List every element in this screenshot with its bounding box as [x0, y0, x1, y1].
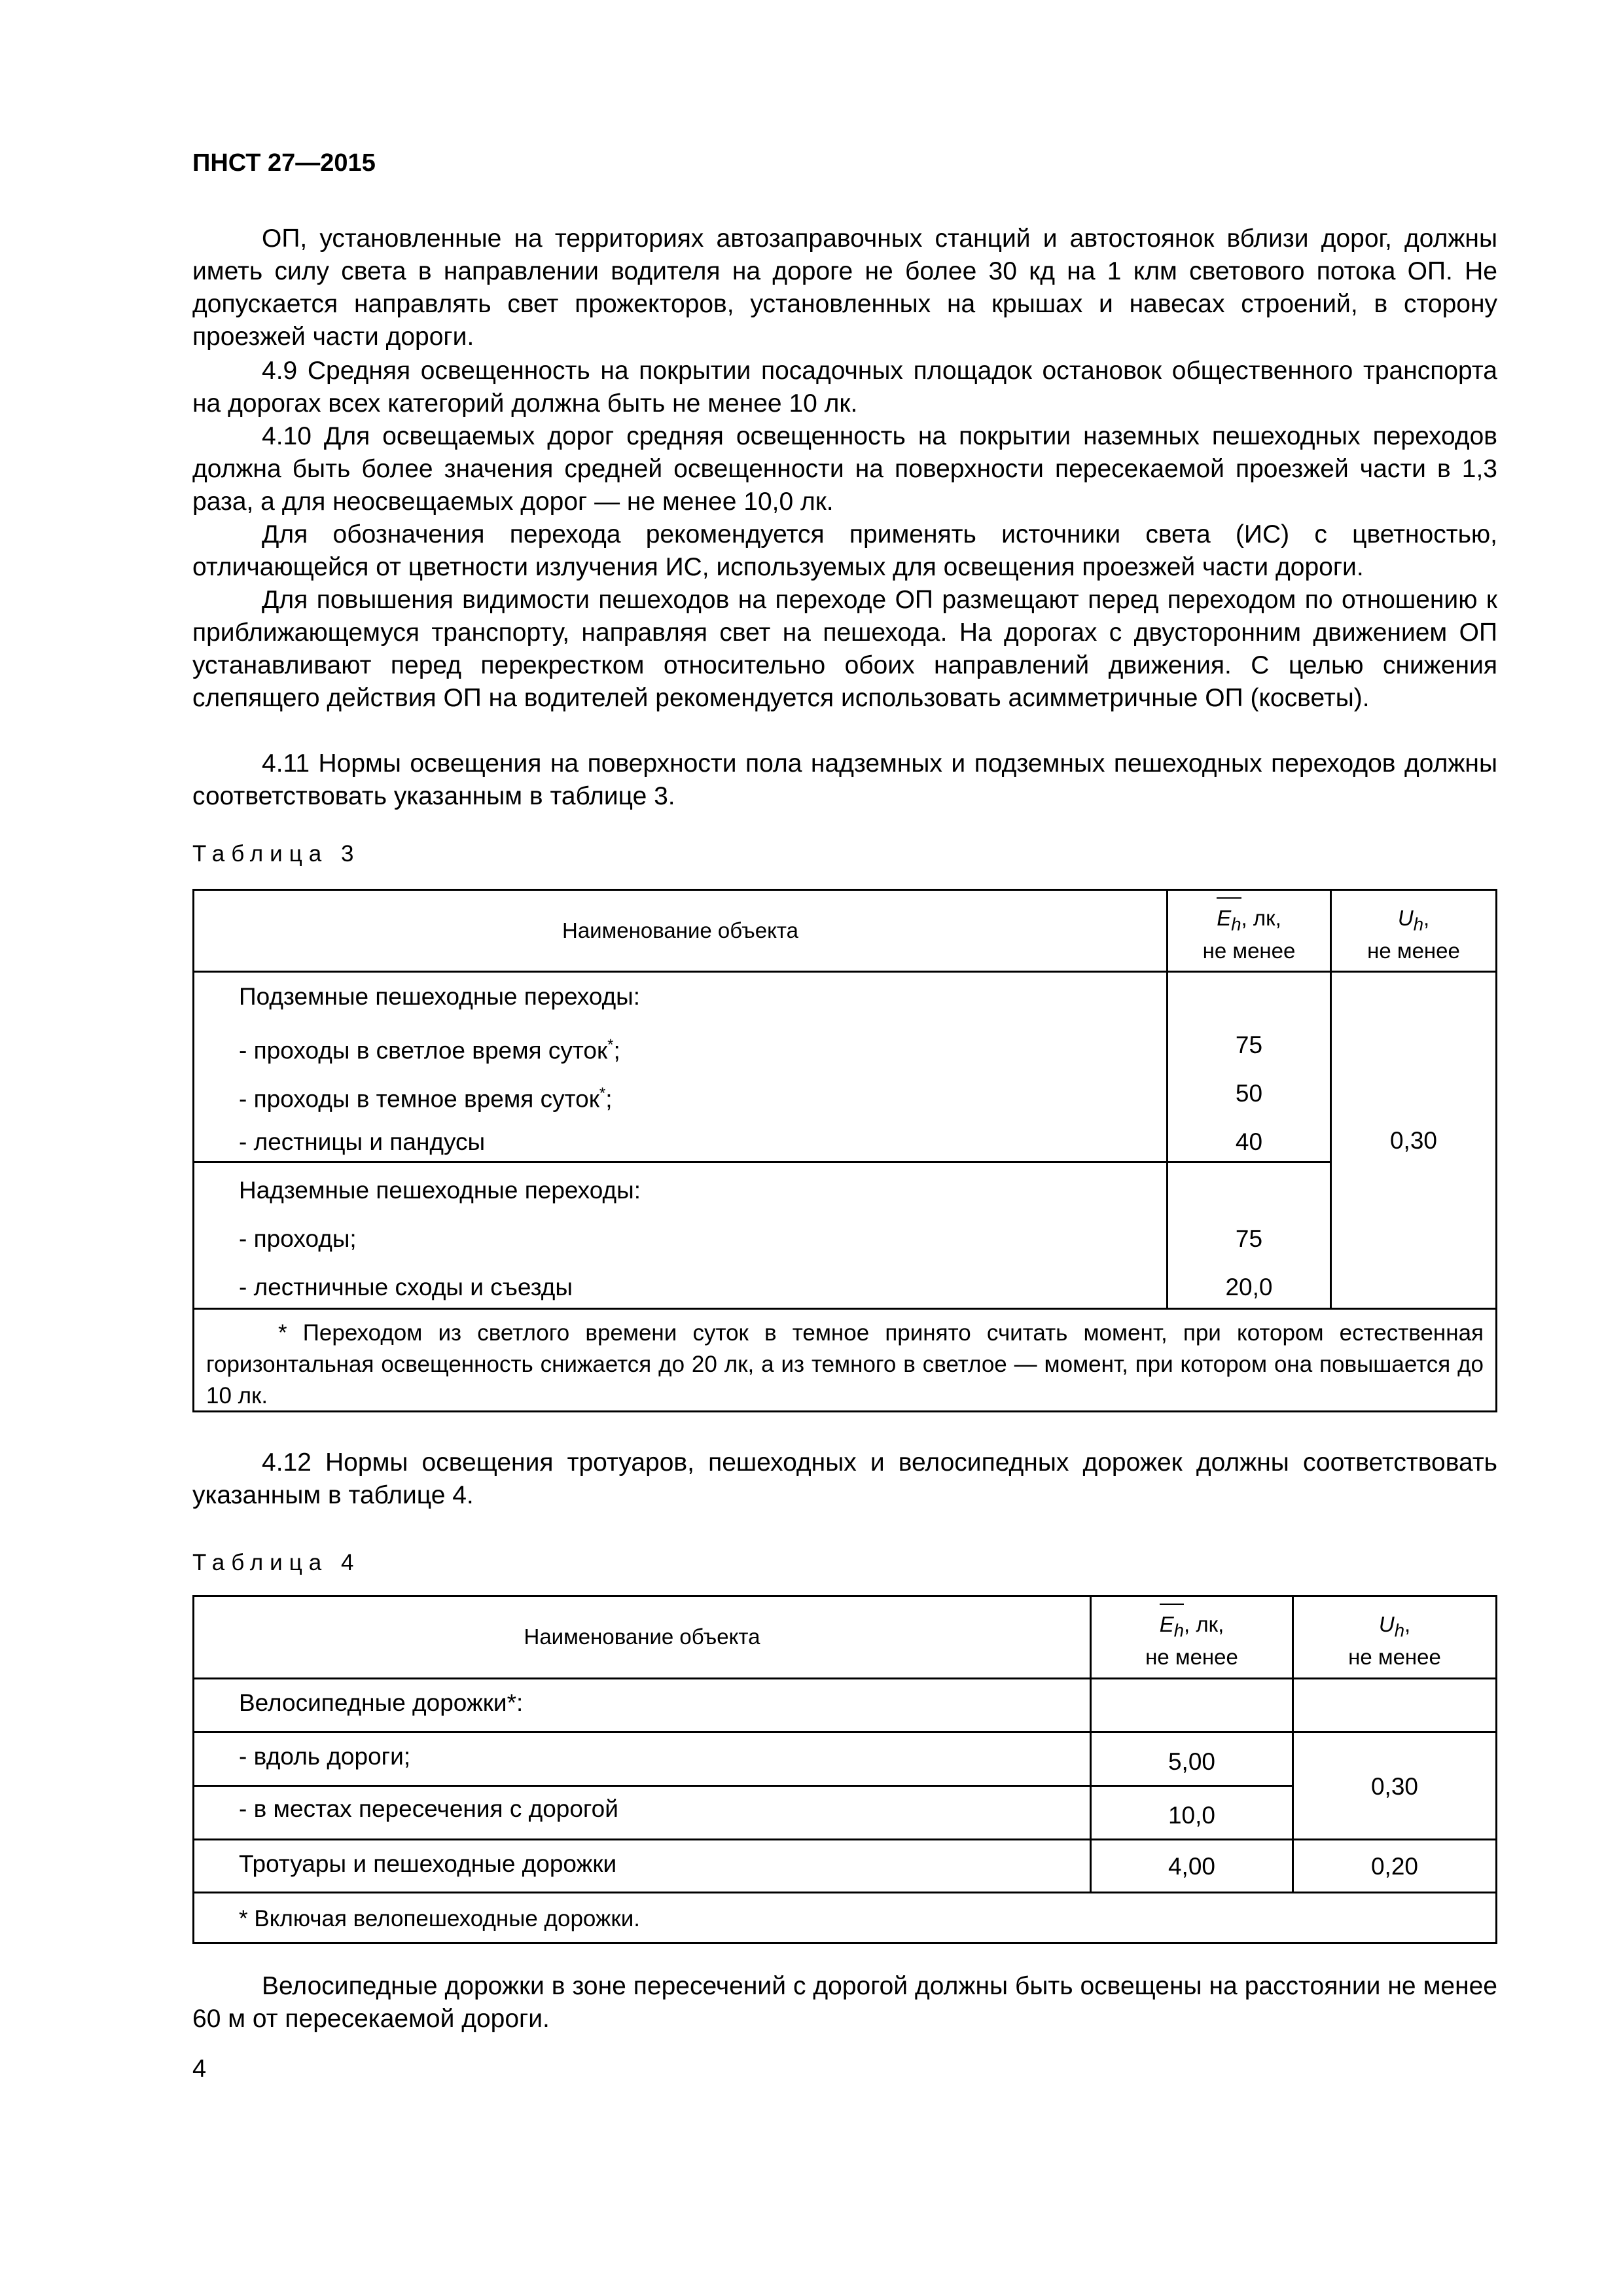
column-header-eh: $E_h$, лк, не менее: [1168, 905, 1330, 964]
table-3: [192, 889, 1497, 1412]
header-divider: [194, 1677, 1495, 1679]
table-row-label: - проходы в светлое время суток*;: [239, 1036, 620, 1064]
paragraph: Велосипедные дорожки в зоне пересечений с дорогой должны быть освещены на расстоянии не менее 60 м от пересекаемой дороги.: [192, 1972, 1497, 2033]
table-cell-value: 4,00: [1168, 1853, 1215, 1880]
table-row-label: - лестничные сходы и съезды: [239, 1274, 573, 1300]
table-row-label: - проходы в темное время суток*;: [239, 1085, 613, 1113]
row-divider: [194, 1839, 1495, 1840]
table-row-label: Тротуары и пешеходные дорожки: [239, 1850, 617, 1877]
table-cell-value: 75: [1235, 1225, 1263, 1252]
row-divider: [194, 1731, 1495, 1733]
paragraph-4-12: 4.12 Нормы освещения тротуаров, пешеходных и велосипедных дорожек должны соответствовать указанным в таблице 4.: [192, 1448, 1497, 1509]
column-header-eh: $E_h$, лк, не менее: [1092, 1611, 1292, 1670]
table-row-label: Велосипедные дорожки*:: [239, 1689, 524, 1716]
uh-symbol: $U_h$: [1397, 906, 1423, 935]
group-divider: [194, 1161, 1332, 1163]
paragraph-4-9: 4.9 Средняя освещенность на покрытии посадочных площадок остановок общественного транспорта на дорогах всех категорий должна быть не менее 10 лк.: [192, 357, 1497, 418]
eh-symbol: $E_h$: [1217, 905, 1241, 938]
column-header-uh: $U_h$, не менее: [1367, 906, 1460, 963]
paragraph: Для повышения видимости пешеходов на переходе ОП размещают перед переходом по отношению к приближающемуся транспорту, направляя свет на пешехода. На дорогах с двусторонним движением ОП устанавливают перед перекрестком относительно обоих направлений движения. С целью снижения слепящего действия ОП на водителей рекомендуется использовать асимметричные ОП (косветы).: [192, 586, 1497, 712]
paragraph-4-11: 4.11 Нормы освещения на поверхности пола надземных и подземных пешеходных переходов должны соответствовать указанным в таблице 3.: [192, 749, 1497, 810]
table-cell-uh: 0,30: [1370, 1773, 1418, 1800]
table-cell-value: 20,0: [1225, 1274, 1273, 1300]
table-cell-uh: 0,30: [1389, 1127, 1437, 1154]
document-header: ПНСТ 27—2015: [192, 149, 376, 177]
footnote-divider: [194, 1892, 1495, 1893]
table-row-label: - в местах пересечения с дорогой: [239, 1795, 618, 1822]
eh-symbol: $E_h$: [1160, 1611, 1184, 1644]
column-header-name: Наименование объекта: [524, 1624, 760, 1649]
table-cell-value: 5,00: [1168, 1748, 1215, 1775]
table-cell-value: 10,0: [1168, 1802, 1215, 1829]
table-cell-value: 75: [1235, 1031, 1263, 1058]
table-3-footnote: * Переходом из светлого времени суток в темное принято считать момент, при котором естественная горизонтальная освещенность снижается до 20 лк, а из темного в светлое — момент, при котором она повышается до 10 лк.: [206, 1320, 1484, 1408]
table-3-caption: Таблица 3: [192, 841, 361, 867]
paragraph: ОП, установленные на территориях автозаправочных станций и автостоянок вблизи дорог, должны иметь силу света в направлении водителя на дороге не более 30 кд на 1 клм светового потока ОП. Не допускается направлять свет прожекторов, установленных на крышах и навесах строений, в сторону проезжей части дороги.: [192, 224, 1497, 351]
footnote-divider: [194, 1308, 1495, 1310]
table-4: [192, 1595, 1497, 1944]
table-4-footnote: * Включая велопешеходные дорожки.: [239, 1906, 640, 1931]
uh-symbol: $U_h$: [1378, 1612, 1404, 1641]
table-row-label: - вдоль дороги;: [239, 1743, 411, 1770]
paragraph: Для обозначения перехода рекомендуется применять источники света (ИС) с цветностью, отличающейся от цветности излучения ИС, используемых для освещения проезжей части дороги.: [192, 520, 1497, 581]
table-row-label: - проходы;: [239, 1225, 357, 1252]
table-cell-value: 40: [1235, 1128, 1263, 1155]
table-row-label: Надземные пешеходные переходы:: [239, 1177, 641, 1204]
table-cell-uh: 0,20: [1370, 1853, 1418, 1880]
paragraph-4-10: 4.10 Для освещаемых дорог средняя освещенность на покрытии наземных пешеходных переходов должна быть более значения средней освещенности на поверхности пересекаемой проезжей части в 1,3 раза, а для неосвещаемых дорог — не менее 10,0 лк.: [192, 422, 1497, 516]
column-header-name: Наименование объекта: [562, 918, 798, 942]
table-cell-value: 50: [1235, 1080, 1263, 1107]
row-divider: [194, 1785, 1294, 1787]
header-divider: [194, 971, 1495, 973]
table-row-label: Подземные пешеходные переходы:: [239, 983, 641, 1010]
column-header-uh: $U_h$, не менее: [1348, 1612, 1441, 1669]
table-4-caption: Таблица 4: [192, 1550, 361, 1575]
page-number: 4: [192, 2055, 207, 2083]
table-row-label: - лестницы и пандусы: [239, 1128, 486, 1155]
